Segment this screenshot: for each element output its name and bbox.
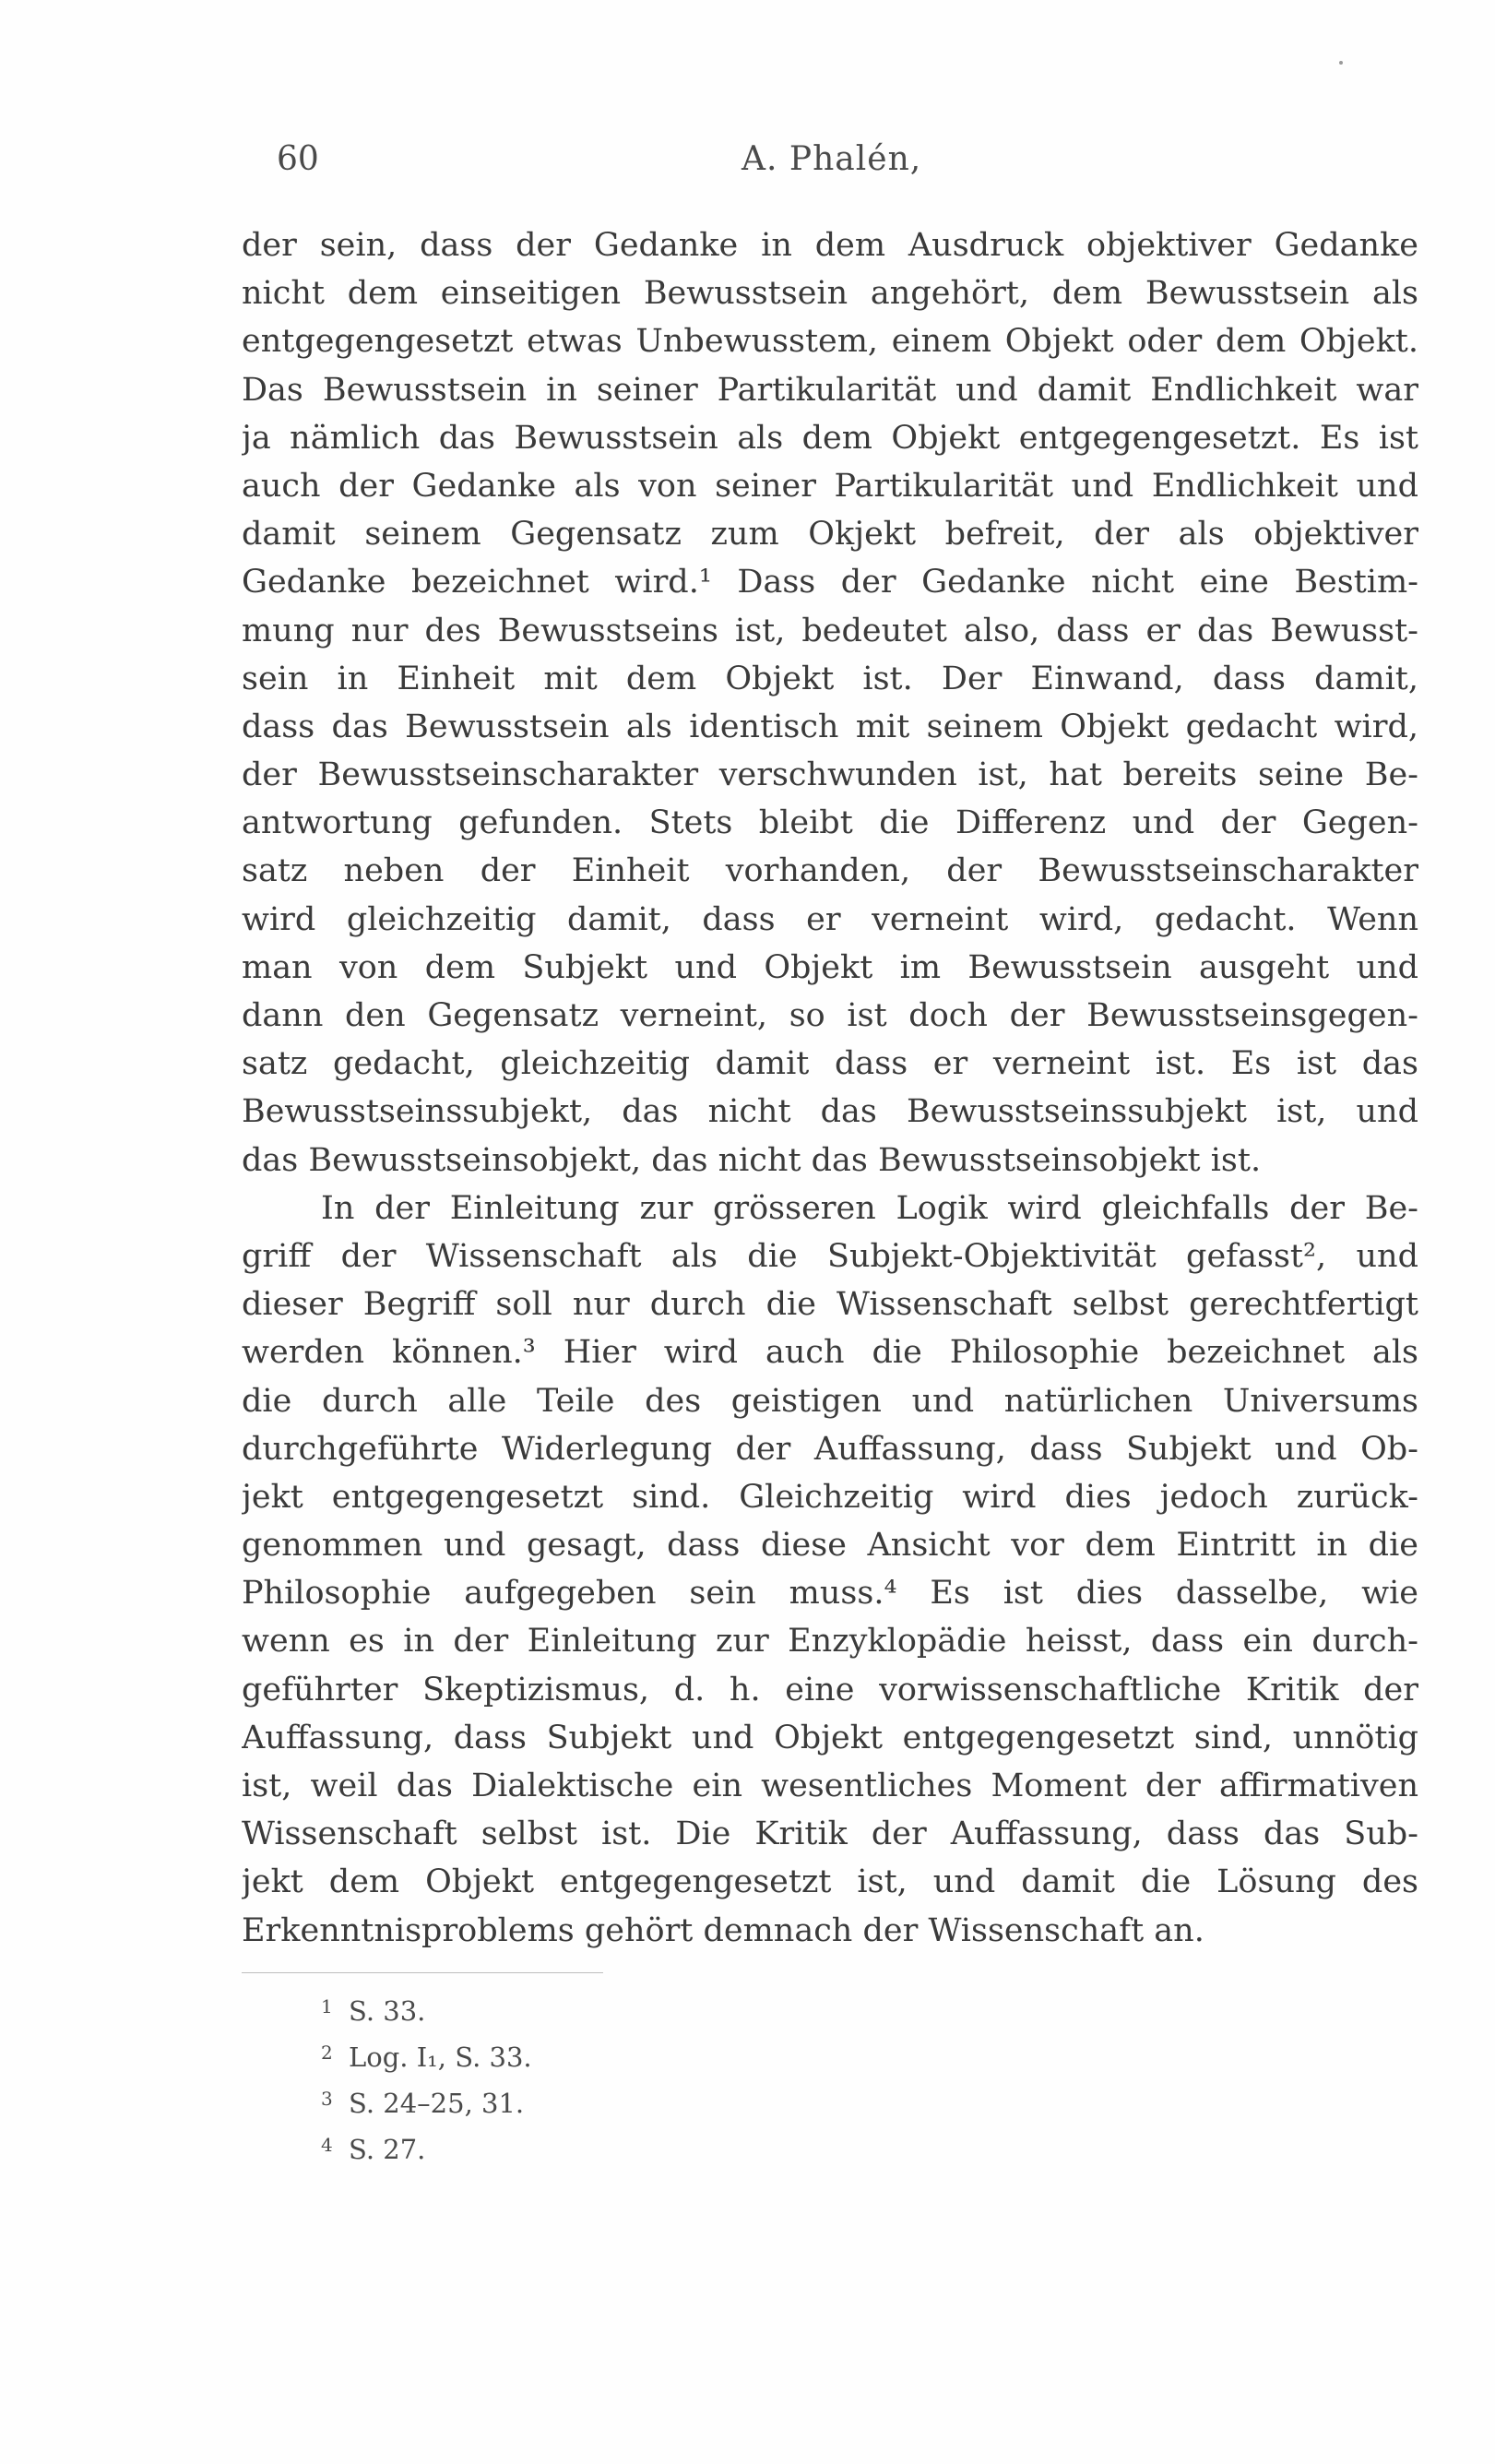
text-line: jekt dem Objekt entgegengesetzt ist, und damit die Lösung des xyxy=(242,1863,1418,1901)
text-line: satz neben der Einheit vorhanden, der Bewusstseinscharakter xyxy=(242,852,1418,890)
text-line: Auffassung, dass Subjekt und Objekt entgegengesetzt sind, unnötig xyxy=(242,1719,1418,1756)
footnote-divider xyxy=(242,1972,603,1973)
footnote-3 xyxy=(321,2078,874,2125)
text-line: Bewusstseinssubjekt, das nicht das Bewusstseinssubjekt ist, und xyxy=(242,1093,1418,1131)
footnote-mark: 2 xyxy=(321,2041,333,2064)
footnote-4 xyxy=(321,2125,874,2171)
text-line: dass das Bewusstsein als identisch mit seinem Objekt gedacht wird, xyxy=(242,708,1418,745)
text-line: sein in Einheit mit dem Objekt ist. Der Einwand, dass damit, xyxy=(242,660,1418,697)
text-line: Das Bewusstsein in seiner Partikularität und damit Endlichkeit war xyxy=(242,371,1418,409)
running-head: A. Phalén, xyxy=(742,140,922,178)
text-line: damit seinem Gegensatz zum Okjekt befreit, der als objektiver xyxy=(242,516,1418,554)
text-line: die durch alle Teile des geistigen und natürlichen Universums xyxy=(242,1382,1418,1420)
text-line: In der Einleitung zur grösseren Logik wird gleichfalls der Be- xyxy=(321,1189,1418,1227)
footnote-mark: 3 xyxy=(321,2088,333,2110)
footnote-text: S. 24–25, 31. xyxy=(349,2088,525,2119)
text-line: ja nämlich das Bewusstsein als dem Objekt entgegengesetzt. Es ist xyxy=(242,419,1418,457)
footnote-text: Log. I₁, S. 33. xyxy=(349,2041,532,2073)
page-number: 60 xyxy=(277,140,319,178)
text-line: werden können.³ Hier wird auch die Philosophie bezeichnet als xyxy=(242,1334,1418,1372)
text-line: wird gleichzeitig damit, dass er verneint wird, gedacht. Wenn xyxy=(242,900,1418,938)
text-line: nicht dem einseitigen Bewusstsein angehört, dem Bewusstsein als xyxy=(242,275,1418,313)
text-line: Gedanke bezeichnet wird.¹ Dass der Gedanke nicht eine Bestim- xyxy=(242,564,1418,601)
footnote-1 xyxy=(321,1986,874,2032)
text-line: dann den Gegensatz verneint, so ist doch der Bewusstseinsgegen- xyxy=(242,997,1418,1034)
footnote-mark: 1 xyxy=(321,1995,333,2018)
text-line: mung nur des Bewusstseins ist, bedeutet also, dass er das Bewusst- xyxy=(242,612,1418,649)
text-line: jekt entgegengesetzt sind. Gleichzeitig wird dies jedoch zurück- xyxy=(242,1478,1418,1516)
text-line: durchgeführte Widerlegung der Auffassung, dass Subjekt und Ob- xyxy=(242,1430,1418,1468)
footnote-text: S. 27. xyxy=(349,2134,426,2165)
text-line: Philosophie aufgegeben sein muss.⁴ Es ist dies dasselbe, wie xyxy=(242,1575,1418,1613)
text-line: genommen und gesagt, dass diese Ansicht vor dem Eintritt in die xyxy=(242,1527,1418,1565)
text-line: wenn es in der Einleitung zur Enzyklopädie heisst, dass ein durch- xyxy=(242,1623,1418,1661)
footnote-mark: 4 xyxy=(321,2134,333,2156)
body-text xyxy=(242,221,1418,1955)
footnote-2 xyxy=(321,2032,874,2078)
page-header xyxy=(277,140,1420,186)
text-line: geführter Skeptizismus, d. h. eine vorwissenschaftliche Kritik der xyxy=(242,1671,1418,1708)
text-line: satz gedacht, gleichzeitig damit dass er verneint ist. Es ist das xyxy=(242,1045,1418,1083)
page-speck xyxy=(1339,61,1343,65)
footnote-text: S. 33. xyxy=(349,1995,426,2027)
text-line: antwortung gefunden. Stets bleibt die Differenz und der Gegen- xyxy=(242,804,1418,842)
text-line: das Bewusstseinsobjekt, das nicht das Bewusstseinsobjekt ist. xyxy=(242,1141,1262,1179)
text-line: auch der Gedanke als von seiner Partikularität und Endlichkeit und xyxy=(242,467,1418,505)
text-line: der Bewusstseinscharakter verschwunden ist, hat bereits seine Be- xyxy=(242,756,1418,794)
text-line: dieser Begriff soll nur durch die Wissenschaft selbst gerechtfertigt xyxy=(242,1286,1418,1324)
text-line: Erkenntnisproblems gehört demnach der Wissenschaft an. xyxy=(242,1911,1204,1949)
text-line: Wissenschaft selbst ist. Die Kritik der Auffassung, dass das Sub- xyxy=(242,1815,1418,1853)
text-line: man von dem Subjekt und Objekt im Bewusstsein ausgeht und xyxy=(242,948,1418,986)
footnotes xyxy=(321,1986,874,2171)
text-line: entgegengesetzt etwas Unbewusstem, einem Objekt oder dem Objekt. xyxy=(242,323,1418,361)
text-line: griff der Wissenschaft als die Subjekt-Objektivität gefasst², und xyxy=(242,1237,1418,1275)
text-line: ist, weil das Dialektische ein wesentliches Moment der affirmativen xyxy=(242,1768,1418,1804)
text-line: der sein, dass der Gedanke in dem Ausdruck objektiver Gedanke xyxy=(242,227,1418,264)
